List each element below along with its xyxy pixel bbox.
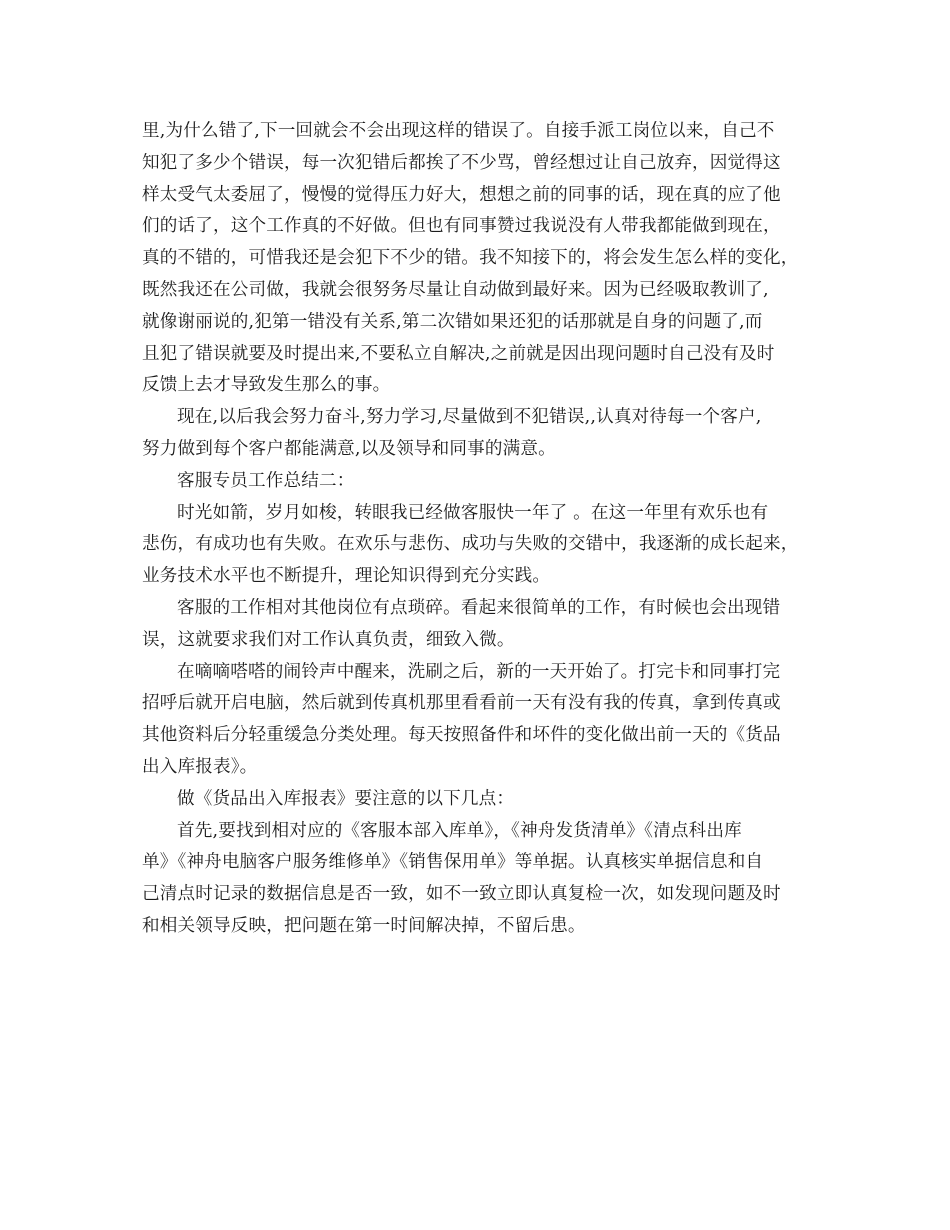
paragraph-first-line: 客服的工作相对其他岗位有点琐碎。看起来很简单的工作，有时候也会出现错 xyxy=(177,597,781,618)
text-line: 悲伤，有成功也有失败。在欢乐与悲伤、成功与失败的交错中，我逐渐的成长起来， xyxy=(142,534,799,555)
text-line: 招呼后就开启电脑，然后就到传真机那里看看前一天有没有我的传真，拿到传真或 xyxy=(142,693,781,714)
text-line: 反馈上去才导致发生那么的事。 xyxy=(142,375,391,396)
text-line: 努力做到每个客户都能满意,以及领导和同事的满意。 xyxy=(142,438,556,459)
text-line: 业务技术水平也不断提升，理论知识得到充分实践。 xyxy=(142,566,551,587)
paragraph-first-line: 在嘀嘀嗒嗒的闹铃声中醒来，洗刷之后，新的一天开始了。打完卡和同事打完 xyxy=(177,661,781,682)
paragraph-first-line: 做《货品出入库报表》要注意的以下几点： xyxy=(177,788,515,809)
paragraph-first-line: 首先,要找到相对应的《客服本部入库单》，《神舟发货清单》《清点科出库 xyxy=(177,820,742,841)
text-line: 且犯了错误就要及时提出来,不要私立自解决,之前就是因出现问题时自己没有及时 xyxy=(142,343,775,364)
section-heading: 客服专员工作总结二： xyxy=(177,470,355,491)
text-line: 既然我还在公司做，我就会很努务尽量让自动做到最好来。因为已经吸取教训了, xyxy=(142,279,769,300)
paragraph-first-line: 时光如箭，岁月如梭，转眼我已经做客服快一年了 。在这一年里有欢乐也有 xyxy=(177,502,769,523)
text-line: 和相关领导反映，把问题在第一时间解决掉，不留后患。 xyxy=(142,915,586,936)
paragraph-first-line: 现在,以后我会努力奋斗,努力学习,尽量做到不犯错误,,认真对待每一个客户, xyxy=(177,407,762,428)
text-line: 就像谢丽说的,犯第一错没有关系,第二次错如果还犯的话那就是自身的问题了,而 xyxy=(142,311,763,332)
text-line: 真的不错的，可惜我还是会犯下不少的错。我不知接下的，将会发生怎么样的变化， xyxy=(142,248,799,269)
text-line: 出入库报表》。 xyxy=(142,756,258,777)
text-line: 里,为什么错了,下一回就会不会出现这样的错误了。自接手派工岗位以来，自己不 xyxy=(142,121,775,141)
text-line: 其他资料后分轻重缓急分类处理。每天按照备件和坏件的变化做出前一天的《货品 xyxy=(142,725,781,746)
text-line: 样太受气太委屈了，慢慢的觉得压力好大，想想之前的同事的话，现在真的应了他 xyxy=(142,184,781,205)
document-body xyxy=(142,116,814,943)
text-line: 误，这就要求我们对工作认真负责，细致入微。 xyxy=(142,629,515,650)
text-line: 们的话了，这个工作真的不好做。但也有同事赞过我说没有人带我都能做到现在， xyxy=(142,216,781,237)
text-line: 单》《神舟电脑客户服务维修单》《销售保用单》等单据。认真核实单据信息和自 xyxy=(142,852,764,873)
text-line: 己清点时记录的数据信息是否一致，如不一致立即认真复检一次，如发现问题及时 xyxy=(142,884,781,905)
text-line: 知犯了多少个错误，每一次犯错后都挨了不少骂，曾经想过让自己放弃，因觉得这 xyxy=(142,152,781,173)
